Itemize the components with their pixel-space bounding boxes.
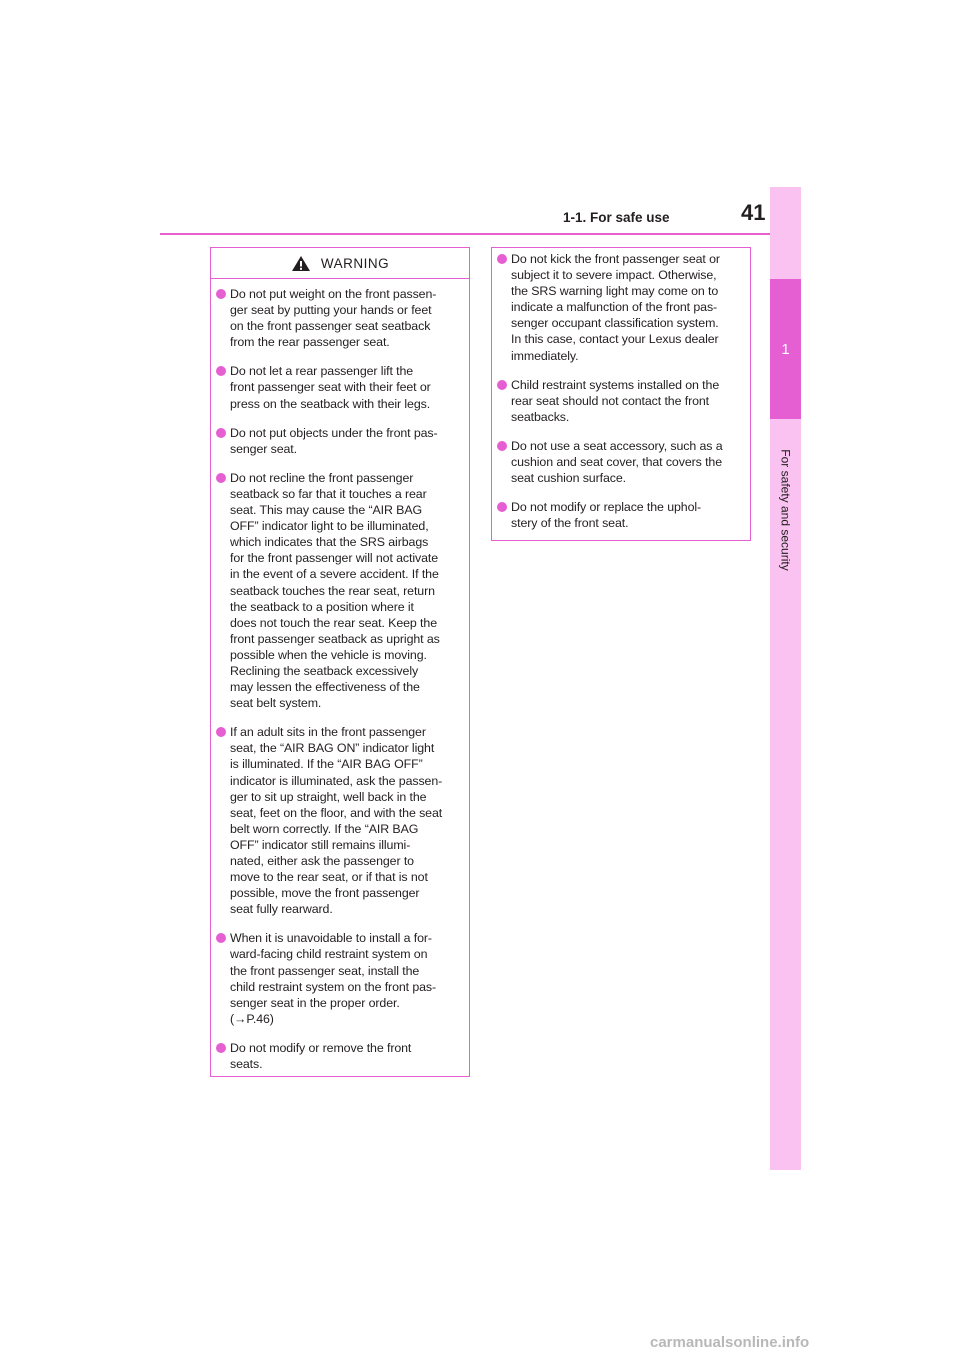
header-divider — [160, 233, 770, 235]
bullet-icon — [497, 254, 507, 264]
warning-list-left — [211, 279, 469, 1072]
warning-item-line: indicate a malfunction of the front pas- — [511, 300, 718, 315]
warning-item — [215, 724, 461, 917]
warning-item-line: which indicates that the SRS airbags — [230, 535, 429, 550]
warning-item-line: seatback touches the rear seat, return — [230, 583, 435, 598]
warning-item-line: seat, the “AIR BAG ON” indicator light — [230, 741, 435, 756]
warning-item-line: seat. This may cause the “AIR BAG — [230, 503, 423, 518]
bullet-icon — [216, 428, 226, 438]
warning-item-line: nated, either ask the passenger to — [230, 854, 414, 868]
warning-item-line: indicator is illuminated, ask the passen- — [230, 773, 443, 788]
watermark: carmanualsonline.info — [650, 1334, 810, 1351]
warning-item-line: ger seat by putting your hands or feet — [230, 303, 432, 318]
warning-item-line: belt worn correctly. If the “AIR BAG — [230, 821, 419, 836]
warning-item — [496, 377, 742, 425]
warning-item-line: seat belt system. — [230, 696, 322, 711]
warning-item — [496, 438, 742, 486]
warning-item — [496, 251, 742, 364]
chapter-number-badge — [770, 279, 801, 419]
warning-item-line: may lessen the effectiveness of the — [230, 680, 420, 695]
warning-item-line: does not touch the rear seat. Keep the — [230, 615, 437, 630]
warning-item-line: Do not let a rear passenger lift the — [230, 364, 414, 379]
bullet-icon — [216, 1043, 226, 1053]
warning-item-line: for the front passenger will not activate — [230, 551, 439, 566]
warning-item-line: seat, feet on the floor, and with the seat — [230, 805, 443, 820]
warning-item-line: Child restraint systems installed on the — [511, 377, 720, 392]
section-title: 1-1. For safe use — [563, 210, 670, 225]
warning-item-line: front passenger seatback as upright as — [230, 631, 440, 646]
warning-item-line: Do not kick the front passenger seat or — [511, 252, 720, 266]
warning-item-line: (→P.46) — [230, 1011, 274, 1026]
warning-item — [496, 499, 742, 531]
warning-item-line: When it is unavoidable to install a for- — [230, 931, 432, 946]
warning-item-line: child restraint system on the front pas- — [230, 979, 437, 994]
warning-item-line: the SRS warning light may come on to — [511, 284, 719, 299]
bullet-icon — [216, 366, 226, 376]
warning-item-line: Do not use a seat accessory, such as a — [511, 438, 723, 453]
warning-item-line: is illuminated. If the “AIR BAG OFF” — [230, 757, 423, 772]
warning-item-line: possible, move the front passenger — [230, 886, 420, 901]
warning-item-line: Do not put weight on the front passen- — [230, 287, 437, 301]
warning-item-line: immediately. — [511, 348, 579, 363]
bullet-icon — [497, 441, 507, 451]
warning-item — [215, 286, 461, 350]
warning-item-line: Do not recline the front passenger — [230, 470, 414, 485]
warning-item-line: front passenger seat with their feet or — [230, 380, 431, 395]
warning-item-line: stery of the front seat. — [511, 516, 629, 531]
warning-box-right — [491, 247, 751, 541]
warning-item-line: ger to sit up straight, well back in the — [230, 789, 427, 804]
warning-item — [215, 425, 461, 457]
warning-item-line: Do not modify or remove the front — [230, 1040, 412, 1055]
warning-item-line: seatback so far that it touches a rear — [230, 486, 427, 501]
warning-item-line: senger seat in the proper order. — [230, 995, 400, 1010]
warning-item-line: move to the rear seat, or if that is not — [230, 870, 428, 885]
bullet-icon — [216, 289, 226, 299]
warning-item-line: the seatback to a position where it — [230, 599, 414, 614]
warning-item-line: the front passenger seat, install the — [230, 963, 420, 978]
warning-item-line: senger occupant classification system. — [511, 316, 719, 331]
warning-item-line: Do not put objects under the front pas- — [230, 425, 438, 440]
warning-item-line: on the front passenger seat seatback — [230, 319, 431, 334]
bullet-icon — [216, 933, 226, 943]
warning-item-line: seats. — [230, 1057, 263, 1072]
warning-item-line: in the event of a severe accident. If the — [230, 567, 439, 582]
chapter-title-vertical — [770, 430, 801, 590]
warning-item-line: rear seat should not contact the front — [511, 393, 710, 408]
warning-item-line: seat cushion surface. — [511, 471, 626, 486]
warning-item-line: from the rear passenger seat. — [230, 335, 390, 350]
warning-item-line: Do not modify or replace the uphol- — [511, 500, 702, 515]
warning-item-line: seat fully rearward. — [230, 902, 333, 917]
warning-item-line: senger seat. — [230, 441, 297, 456]
warning-item — [215, 930, 461, 1027]
warning-title: WARNING — [320, 255, 390, 271]
warning-item — [215, 470, 461, 711]
warning-item-line: press on the seatback with their legs. — [230, 396, 431, 411]
warning-header — [211, 248, 469, 279]
warning-item-line: If an adult sits in the front passenger — [230, 725, 426, 740]
warning-item-line: possible when the vehicle is moving. — [230, 647, 427, 662]
warning-item-line: cushion and seat cover, that covers the — [511, 455, 722, 470]
warning-item-line: seatbacks. — [511, 409, 570, 424]
warning-item-line: OFF” indicator still remains illumi- — [230, 837, 411, 852]
warning-item-line: In this case, contact your Lexus dealer — [511, 332, 719, 347]
warning-item — [215, 363, 461, 411]
warning-item-line: ward-facing child restraint system on — [230, 947, 428, 962]
bullet-icon — [216, 727, 226, 737]
warning-list-right — [492, 248, 750, 531]
bullet-icon — [497, 380, 507, 390]
warning-item — [215, 1040, 461, 1072]
warning-item-line: subject it to severe impact. Otherwise, — [511, 268, 717, 283]
warning-item-line: OFF” indicator light to be illuminated, — [230, 519, 429, 534]
chapter-number: 1 — [781, 340, 790, 358]
bullet-icon — [497, 502, 507, 512]
bullet-icon — [216, 473, 226, 483]
warning-triangle-icon — [291, 255, 311, 272]
warning-box-left — [210, 247, 470, 1077]
page-number: 41 — [741, 200, 766, 225]
chapter-title: For safety and security — [778, 449, 793, 571]
warning-item-line: Reclining the seatback excessively — [230, 663, 419, 678]
